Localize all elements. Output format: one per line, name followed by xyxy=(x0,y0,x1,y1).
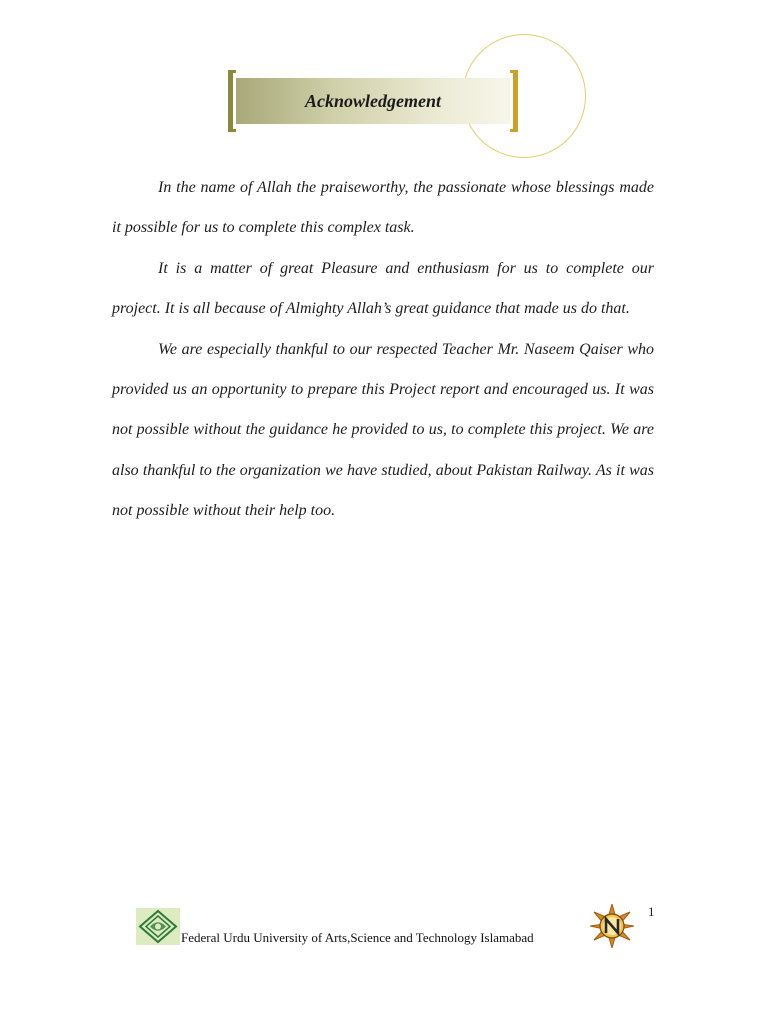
heading-frame xyxy=(228,70,518,132)
footer-institution: Federal Urdu University of Arts,Science and Technology Islamabad xyxy=(181,930,534,945)
compass-star-emblem-icon xyxy=(590,904,634,948)
university-crest-icon xyxy=(136,908,180,945)
paragraph: In the name of Allah the praiseworthy, the passionate whose blessings made it possible for us to complete this complex task. xyxy=(112,179,654,237)
paragraph: We are especially thankful to our respected Teacher Mr. Naseem Qaiser who provided us an opportunity to prepare this Project report and encouraged us. It was not possible without the guidance he provided to us, to complete this project. We are also thankful to the organization we have studied, about Pakistan Railway. As it was not possible without their help too. xyxy=(112,340,654,520)
paragraph: It is a matter of great Pleasure and enthusiasm for us to complete our project. It is all because of Almighty Allah’s great guidance that made us do that. xyxy=(112,259,654,318)
page-title: Acknowledgement xyxy=(305,91,441,111)
acknowledgement-body xyxy=(112,168,654,532)
page-number: 1 xyxy=(648,904,655,919)
